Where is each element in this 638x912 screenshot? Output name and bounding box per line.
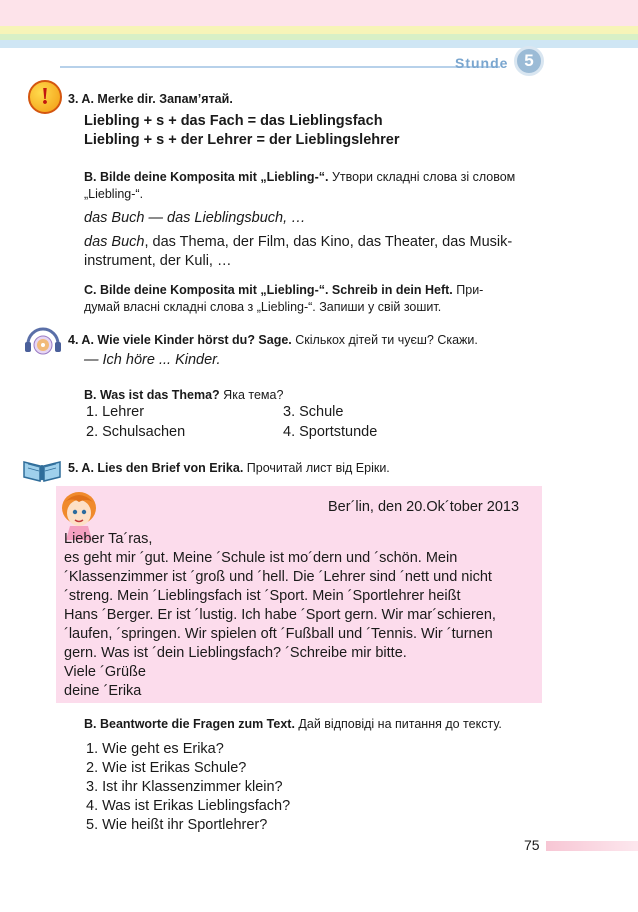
rule-line-1: Liebling + s + das Fach = das Lieblingsfach xyxy=(84,113,383,129)
task3c-instruction xyxy=(84,283,483,297)
example-line: das Buch — das Lieblingsbuch, … xyxy=(84,210,306,226)
task3c-de: C. Bilde deine Komposita mit „Liebling-“. Schreib in dein Heft. xyxy=(84,283,453,297)
page-number: 75 xyxy=(524,837,540,853)
letter-date: Ber´lin, den 20.Ok´tober 2013 xyxy=(328,499,520,515)
question-4: 4. Was ist Erikas Lieblingsfach? xyxy=(86,798,291,814)
letter-line-2: es geht mir ´gut. Meine ´Schule ist mo´dern und ´schön. Mein xyxy=(64,550,458,566)
letter-line-5: Hans ´Berger. Er ist ´lustig. Ich habe ´Sport gern. Wir mar´schieren, xyxy=(64,607,496,623)
task5b-instruction xyxy=(84,717,502,731)
task4b-instruction xyxy=(84,388,283,402)
task3c-ua: При- xyxy=(456,283,484,297)
lesson-number-badge: 5 xyxy=(514,46,544,76)
rule-line-2: Liebling + s + der Lehrer = der Lieblingslehrer xyxy=(84,132,400,148)
word-list-first: das Buch xyxy=(84,234,145,250)
task3c-ua-cont: думай власні складні слова з „Liebling-“. Запиши у свій зошит. xyxy=(84,300,442,314)
letter-line-4: ´streng. Mein ´Lieblingsfach ist ´Sport. Mein ´Sportlehrer heißt xyxy=(64,588,461,604)
task4-answer: — Ich höre ... Kinder. xyxy=(84,352,221,368)
letter-line-7: gern. Was ist ´dein Lieblingsfach? ´Schreibe mir bitte. xyxy=(64,645,407,661)
letter-line-3: ´Klassenzimmer ist ´groß und ´hell. Die ´Lehrer sind ´nett und nicht xyxy=(64,569,492,585)
header-stripes xyxy=(0,0,638,60)
page-number-tab xyxy=(546,841,638,851)
letter-line-9: deine ´Erika xyxy=(64,683,142,699)
question-1: 1. Wie geht es Erika? xyxy=(86,741,224,757)
stripe-yellow xyxy=(0,26,638,34)
stripe-blue xyxy=(0,40,638,48)
word-list-line-2: instrument, der Kuli, … xyxy=(84,253,232,269)
open-book-icon xyxy=(22,452,62,482)
task3-title xyxy=(68,92,233,106)
word-list-rest: , das Thema, der Film, das Kino, das Theater, das Musik- xyxy=(144,234,513,250)
topic-option-3: 3. Schule xyxy=(283,404,344,420)
task3b-ua: Утвори складні слова зі словом xyxy=(331,170,516,184)
exclamation-icon: ! xyxy=(28,80,62,114)
task3b-ua-cont: „Liebling-“. xyxy=(84,187,144,201)
letter-line-1: Lieber Ta´ras, xyxy=(64,531,153,547)
task3b-instruction xyxy=(84,170,515,184)
topic-option-4: 4. Sportstunde xyxy=(283,424,378,440)
task5b-de: B. Beantworte die Fragen zum Text. xyxy=(84,717,295,731)
question-2: 2. Wie ist Erikas Schule? xyxy=(86,760,247,776)
topic-option-2: 2. Schulsachen xyxy=(86,424,186,440)
question-3: 3. Ist ihr Klassenzimmer klein? xyxy=(86,779,283,795)
task4-title-de: 4. A. Wie viele Kinder hörst du? Sage. xyxy=(68,333,292,347)
stripe-pink xyxy=(0,0,638,26)
task4-title xyxy=(68,333,478,347)
section-label: Stunde xyxy=(455,55,509,71)
task4-title-ua: Скількох дітей ти чуєш? Скажи. xyxy=(295,333,478,347)
task4b-de: B. Was ist das Thema? xyxy=(84,388,220,402)
task5-title-de: 5. A. Lies den Brief von Erika. xyxy=(68,461,244,475)
letter-line-6: ´laufen, ´springen. Wir spielen oft ´Fußball und ´Tennis. Wir ´turnen xyxy=(64,626,493,642)
headphones-cd-icon xyxy=(24,326,62,356)
topic-option-1: 1. Lehrer xyxy=(86,404,145,420)
task5-title-ua: Прочитай лист від Еріки. xyxy=(246,461,390,475)
task5-title xyxy=(68,461,390,475)
task3-title-ua: Запам’ятай. xyxy=(159,92,233,106)
word-list-line-1 xyxy=(84,234,512,250)
letter-line-8: Viele ´Grüße xyxy=(64,664,146,680)
task3-title-de: 3. A. Merke dir. xyxy=(68,92,156,106)
task3b-de: B. Bilde deine Komposita mit „Liebling-“. xyxy=(84,170,329,184)
task4b-ua: Яка тема? xyxy=(223,388,284,402)
task5b-ua: Дай відповіді на питання до тексту. xyxy=(298,717,502,731)
question-5: 5. Wie heißt ihr Sportlehrer? xyxy=(86,817,268,833)
header-rule xyxy=(60,66,500,68)
